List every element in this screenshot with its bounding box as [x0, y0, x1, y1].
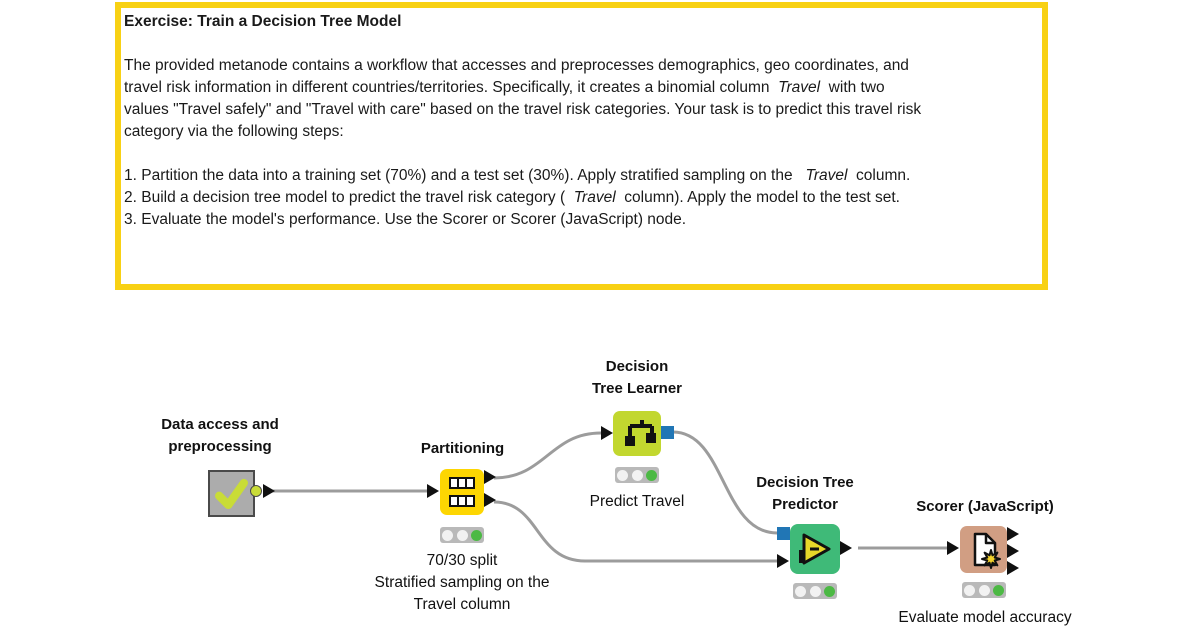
scorer-label: Scorer (JavaScript): [916, 498, 1054, 515]
partitioning-node[interactable]: [440, 469, 484, 515]
partitioning-input-port[interactable]: [427, 484, 439, 498]
document-star-icon: [960, 526, 1007, 573]
predictor-status-light: [793, 583, 837, 599]
partitioning-status-light: [440, 527, 484, 543]
annotation-step-3: 3. Evaluate the model's performance. Use the Scorer or Scorer (JavaScript) node.: [124, 211, 687, 228]
learner-status-light: [615, 467, 659, 483]
predictor-model-input-port[interactable]: [777, 527, 790, 540]
scorer-output-port-3[interactable]: [1007, 561, 1019, 575]
predictor-data-input-port[interactable]: [777, 554, 789, 568]
italic-travel: Travel: [778, 79, 821, 96]
predictor-output-port[interactable]: [840, 541, 852, 555]
partitioning-comment: 70/30 split Stratified sampling on the Travel column: [374, 552, 550, 613]
predictor-label: Decision Tree Predictor: [756, 474, 854, 513]
learner-comment: Predict Travel: [589, 493, 685, 510]
italic-travel: Travel: [805, 167, 848, 184]
scorer-javascript-node[interactable]: [960, 526, 1007, 573]
partitioning-output-port-bottom[interactable]: [484, 493, 496, 507]
scorer-status-light: [962, 582, 1006, 598]
metanode-data-access[interactable]: [208, 470, 255, 517]
partitioning-label: Partitioning: [420, 440, 505, 457]
annotation-paragraph-line4: category via the following steps:: [124, 123, 344, 140]
decision-tree-learner-node[interactable]: [613, 411, 661, 456]
metanode-label: Data access and preprocessing: [161, 416, 279, 455]
learner-model-output-port[interactable]: [661, 426, 674, 439]
partitioning-output-port-top[interactable]: [484, 470, 496, 484]
metanode-output-port[interactable]: [250, 485, 262, 497]
scorer-comment: Evaluate model accuracy: [898, 609, 1072, 626]
annotation-title: Exercise: Train a Decision Tree Model: [124, 13, 402, 30]
scorer-input-port[interactable]: [947, 541, 959, 555]
decision-tree-predictor-node[interactable]: [790, 524, 840, 574]
annotation-paragraph-line3: values "Travel safely" and "Travel with care" based on the travel risk categories. Your task is to predict this travel risk: [124, 101, 922, 118]
checkmark-icon: [210, 472, 253, 515]
metanode-output-port-arrow[interactable]: [263, 484, 275, 498]
predictor-play-tree-icon: [790, 524, 840, 574]
learner-label: Decision Tree Learner: [591, 358, 683, 397]
annotation-step-2: 2. Build a decision tree model to predict the travel risk category ( Travel column). Apply the model to the test set.: [124, 189, 900, 206]
scorer-output-port-2[interactable]: [1007, 544, 1019, 558]
scorer-output-port-1[interactable]: [1007, 527, 1019, 541]
decision-tree-icon: [613, 411, 661, 456]
annotation-paragraph-line1: The provided metanode contains a workflow that accesses and preprocesses demographics, geo coordinates, and: [124, 57, 909, 74]
learner-input-port[interactable]: [601, 426, 613, 440]
annotation-paragraph-line2: travel risk information in different countries/territories. Specifically, it creates a binomial column Travel with two: [124, 79, 885, 96]
annotation-step-1: 1. Partition the data into a training set (70%) and a test set (30%). Apply stratified sampling on the Travel column.: [124, 167, 911, 184]
italic-travel: Travel: [573, 189, 616, 206]
partition-table-icon: [440, 469, 484, 515]
